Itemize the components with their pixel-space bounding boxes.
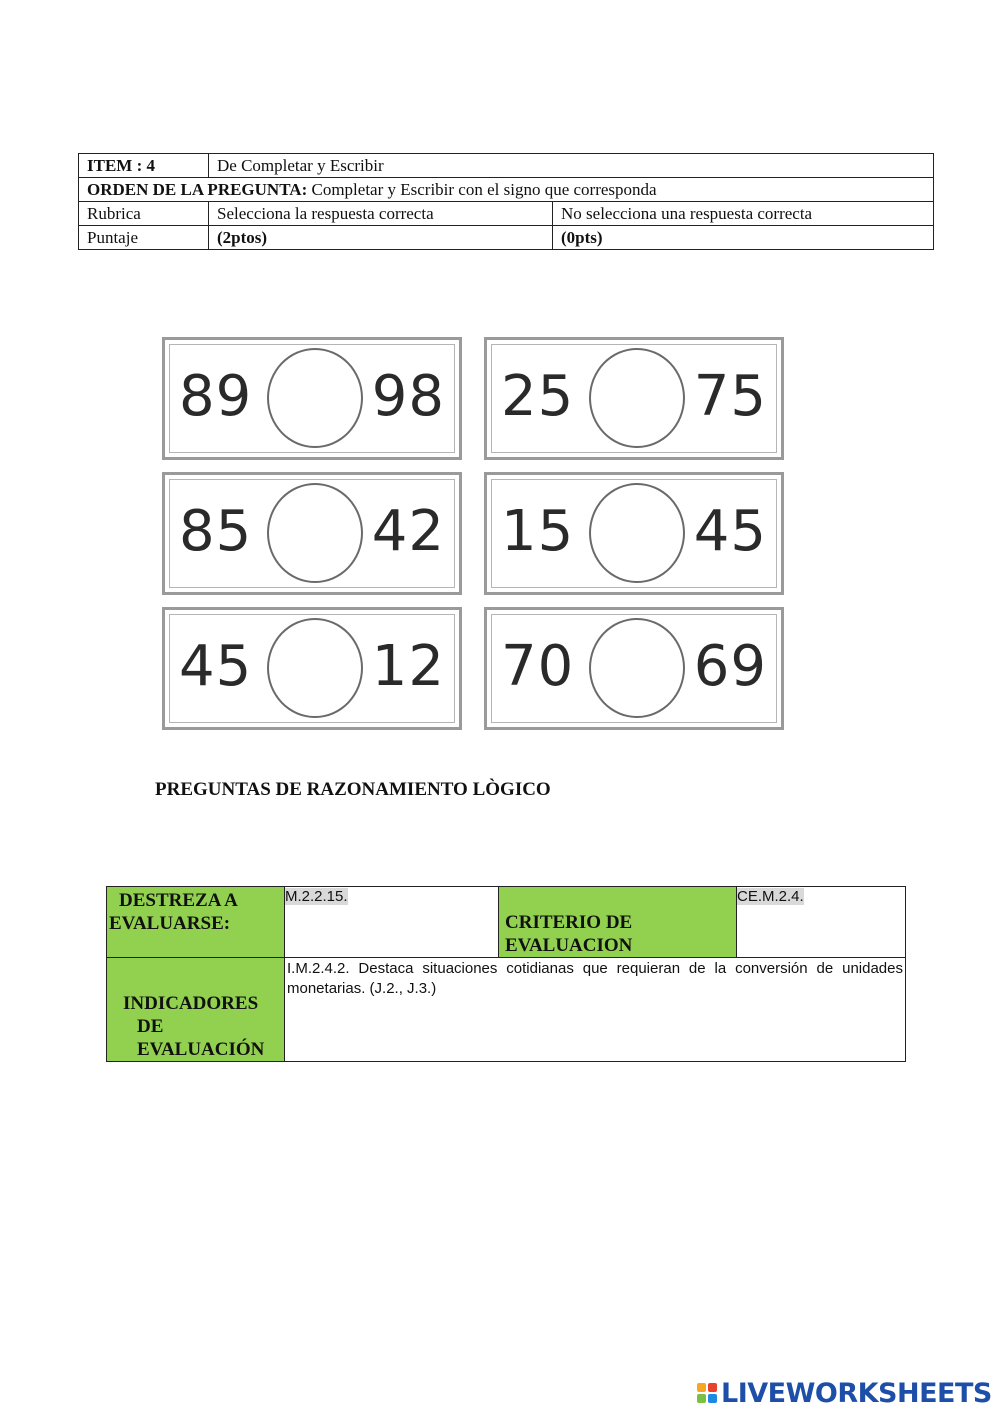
indicadores-label-line1: INDICADORES — [123, 993, 259, 1014]
orden-cell — [79, 178, 934, 202]
destreza-label — [107, 887, 285, 958]
left-number: 45 — [179, 634, 253, 699]
comparison-box — [484, 337, 784, 460]
criterio-value: CE.M.2.4. — [737, 888, 804, 905]
criteria-table — [106, 886, 906, 1062]
logo-square — [708, 1394, 717, 1403]
right-number: 75 — [693, 364, 767, 429]
destreza-row — [107, 887, 906, 958]
logo-square — [697, 1383, 706, 1392]
left-number: 85 — [179, 499, 253, 564]
section-title: PREGUNTAS DE RAZONAMIENTO LÒGICO — [155, 779, 551, 800]
indicadores-label-line2: DE — [137, 1016, 164, 1037]
right-number: 98 — [371, 364, 445, 429]
liveworksheets-logo — [697, 1378, 992, 1408]
logo-text: LIVEWORKSHEETS — [721, 1377, 992, 1409]
left-number: 70 — [501, 634, 575, 699]
destreza-label-line1: DESTREZA A — [119, 890, 238, 911]
right-number: 12 — [371, 634, 445, 699]
answer-circle[interactable] — [267, 483, 363, 583]
left-number: 15 — [501, 499, 575, 564]
rubrica-correct: Selecciona la respuesta correcta — [209, 202, 553, 226]
indicadores-label-line3: EVALUACIÓN — [137, 1039, 265, 1060]
logo-square — [708, 1383, 717, 1392]
rubrica-label: Rubrica — [79, 202, 209, 226]
criterio-label — [499, 887, 737, 958]
indicadores-value: I.M.2.4.2. Destaca situaciones cotidianas que requieran de la conversión de unidades monetarias. (J.2., J.3.) — [287, 960, 903, 997]
answer-circle[interactable] — [589, 348, 685, 448]
left-number: 89 — [179, 364, 253, 429]
indicadores-row — [107, 958, 906, 1062]
puntaje-label: Puntaje — [79, 226, 209, 250]
item-row — [79, 154, 934, 178]
criterio-label-line1: CRITERIO DE — [505, 912, 633, 933]
logo-square — [697, 1394, 706, 1403]
criterio-label-line2: EVALUACION — [505, 935, 633, 956]
right-number: 42 — [371, 499, 445, 564]
comparison-box — [484, 472, 784, 595]
comparison-box — [162, 337, 462, 460]
item-label: ITEM : 4 — [79, 154, 209, 178]
orden-value: Completar y Escribir con el signo que corresponda — [307, 179, 657, 199]
orden-label: ORDEN DE LA PREGUNTA: — [87, 179, 308, 199]
rubrica-row — [79, 202, 934, 226]
right-number: 45 — [693, 499, 767, 564]
orden-row — [79, 178, 934, 202]
item-table — [78, 153, 934, 250]
answer-circle[interactable] — [267, 348, 363, 448]
puntaje-incorrect: (0pts) — [553, 226, 934, 250]
comparison-box — [162, 607, 462, 730]
answer-circle[interactable] — [589, 618, 685, 718]
destreza-value: M.2.2.15. — [285, 888, 348, 905]
indicadores-value-cell — [285, 958, 906, 1062]
criterio-value-cell — [737, 887, 906, 958]
puntaje-correct: (2ptos) — [209, 226, 553, 250]
logo-grid-icon — [697, 1383, 717, 1403]
comparison-box — [162, 472, 462, 595]
item-value: De Completar y Escribir — [209, 154, 934, 178]
answer-circle[interactable] — [589, 483, 685, 583]
right-number: 69 — [693, 634, 767, 699]
comparison-box — [484, 607, 784, 730]
answer-circle[interactable] — [267, 618, 363, 718]
comparison-grid — [160, 337, 790, 732]
left-number: 25 — [501, 364, 575, 429]
destreza-value-cell — [285, 887, 499, 958]
destreza-label-line2: EVALUARSE: — [109, 913, 231, 934]
indicadores-label — [107, 958, 285, 1062]
puntaje-row — [79, 226, 934, 250]
rubrica-incorrect: No selecciona una respuesta correcta — [553, 202, 934, 226]
